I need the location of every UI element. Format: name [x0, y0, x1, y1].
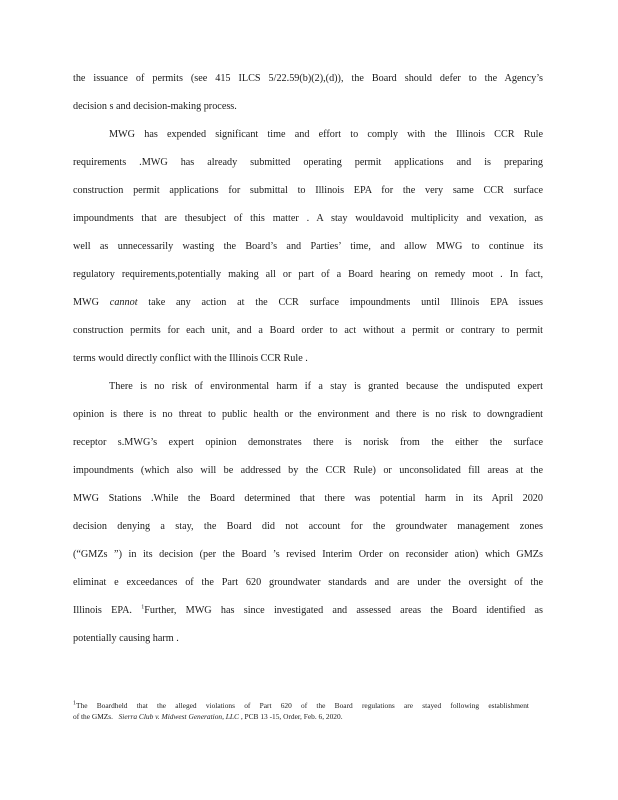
line-7-start: MWG	[73, 297, 100, 308]
line-9-end: Further, MWG has since investigated and assessed areas the Board identified as	[144, 605, 543, 616]
paragraph-2-line-6: regulatory requirements,potentially making all or part of a Board hearing on remedy moot . In fact,	[73, 269, 543, 280]
paragraph-3-line-5: MWG Stations .While the Board determined that there was potential harm in its April 2020	[73, 493, 543, 504]
paragraph-3-line-6: decision denying a stay, the Board did not account for the groundwater management zones	[73, 521, 543, 532]
footnote-text-2-start: of the GMZs.	[73, 712, 114, 721]
paragraph-2-line-8: construction permits for each unit, and a Board order to act without a permit or contrary to permit	[73, 325, 543, 336]
footnote-line-2	[73, 711, 343, 723]
paragraph-2-line-3: construction permit applications for submittal to Illinois EPA for the very same CCR surface	[73, 185, 543, 196]
case-citation-name: Sierra Club v. Midwest Generation, LLC	[118, 712, 239, 721]
footnote-text-1: The Boardheld that the alleged violations of Part 620 of the Board regulations are stayed following establishment	[76, 701, 529, 710]
footnote-reference[interactable]: 1	[141, 604, 145, 611]
paragraph-3-line-8: eliminat e exceedances of the Part 620 groundwater standards and are under the oversight of the	[73, 577, 543, 588]
paragraph-3-line-2: opinion is there is no threat to public health or the environment and there is no risk to downgradient	[73, 409, 543, 420]
paragraph-2-line-4: impoundments that are thesubject of this matter . A stay wouldavoid multiplicity and vexation, as	[73, 213, 543, 224]
footnote-text-2-end: , PCB 13 -15, Order, Feb. 6, 2020.	[240, 712, 343, 721]
paragraph-2-line-1: MWG has expended significant time and effort to comply with the Illinois CCR Rule	[109, 129, 543, 140]
paragraph-2-line-2: requirements .MWG has already submitted operating permit applications and is preparing	[73, 157, 543, 168]
line-7-end: take any action at the CCR surface impoundments until Illinois EPA issues	[148, 297, 544, 308]
paragraph-1-line-2: decision s and decision-making process.	[73, 101, 237, 112]
paragraph-3-line-1: There is no risk of environmental harm if a stay is granted because the undisputed expert	[109, 381, 543, 392]
line-9-start: Illinois EPA.	[73, 605, 132, 616]
paragraph-3-line-10: potentially causing harm .	[73, 633, 179, 644]
paragraph-3-line-3: receptor s.MWG’s expert opinion demonstrates there is norisk from the either the surface	[73, 437, 543, 448]
paragraph-1-line-1: the issuance of permits (see 415 ILCS 5/22.59(b)(2),(d)), the Board should defer to the Agency’s	[73, 73, 543, 84]
paragraph-3-line-9	[73, 604, 543, 618]
paragraph-3-line-7: (“GMZs ”) in its decision (per the Board ’s revised Interim Order on reconsider ation) which GMZs	[73, 549, 543, 560]
paragraph-2-line-9: terms would directly conflict with the Illinois CCR Rule .	[73, 353, 308, 364]
paragraph-3-line-4: impoundments (which also will be addressed by the CCR Rule) or unconsolidated fill areas at the	[73, 465, 543, 476]
footnote-mark: 1	[73, 700, 76, 707]
paragraph-2-line-5: well as unnecessarily wasting the Board’s and Parties’ time, and allow MWG to continue its	[73, 241, 543, 252]
emphasis-cannot: cannot	[109, 297, 138, 308]
paragraph-2-line-7	[73, 296, 543, 310]
